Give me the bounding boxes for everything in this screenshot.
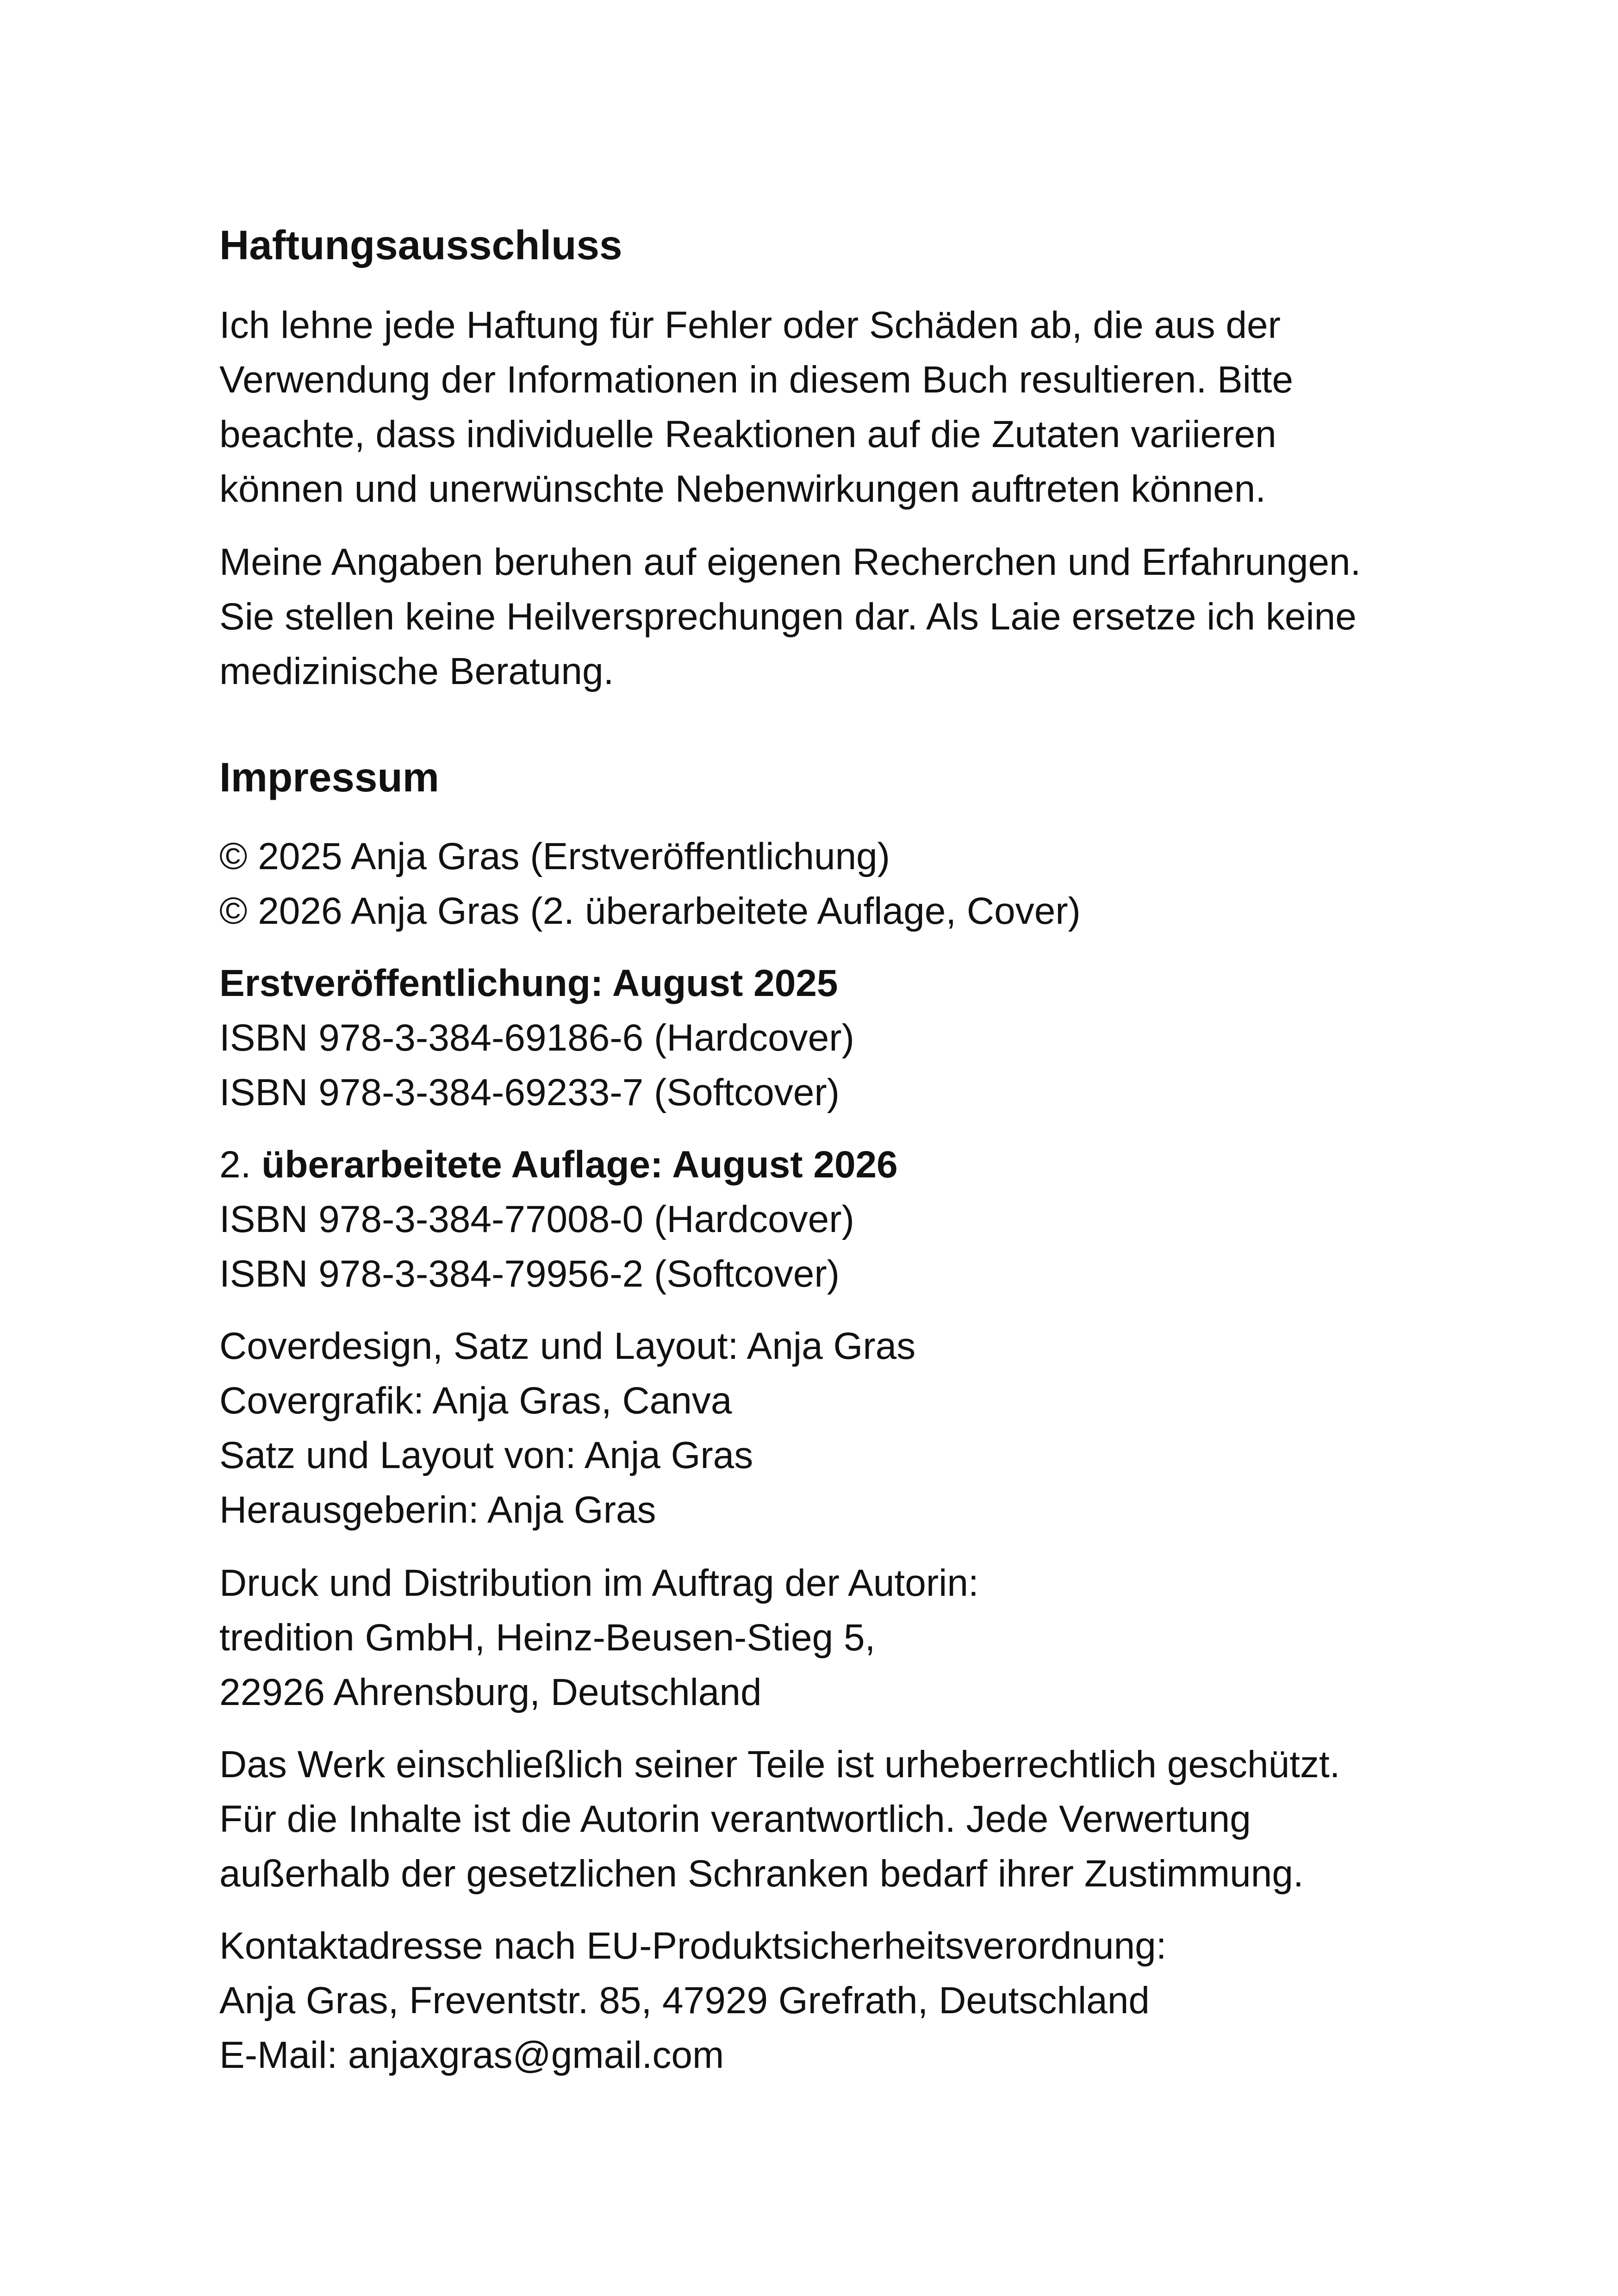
second-edition-block [219,1138,898,1301]
edition-number: 2. [219,1144,262,1186]
text-line: Sie stellen keine Heilversprechungen dar. Als Laie ersetze ich keine [219,596,1357,638]
isbn-softcover: ISBN 978-3-384-69233-7 (Softcover) [219,1071,840,1114]
first-edition-block [219,956,854,1120]
isbn-hardcover: ISBN 978-3-384-69186-6 (Hardcover) [219,1017,854,1059]
copyright-line: © 2026 Anja Gras (2. überarbeitete Auflage, Cover) [219,890,1081,932]
contact-line: Anja Gras, Freventstr. 85, 47929 Grefrath, Deutschland [219,1979,1150,2022]
contact-block [219,1919,1167,2083]
edition-label-bold: überarbeitete Auflage: August 2026 [261,1144,898,1186]
text-line: beachte, dass individuelle Reaktionen auf die Zutaten variieren [219,413,1276,455]
disclaimer-paragraph-2 [219,535,1361,699]
copyright-block [219,829,1081,939]
text-line: können und unerwünschte Nebenwirkungen auftreten können. [219,468,1266,510]
second-edition-label [219,1138,898,1192]
contact-email: E-Mail: anjaxgras@gmail.com [219,2034,724,2076]
copyright-line: © 2025 Anja Gras (Erstveröffentlichung) [219,835,890,877]
text-line: Meine Angaben beruhen auf eigenen Recherchen und Erfahrungen. [219,541,1361,583]
first-edition-label: Erstveröffentlichung: August 2025 [219,962,838,1004]
printing-line: 22926 Ahrensburg, Deutschland [219,1671,762,1713]
printing-line: Druck und Distribution im Auftrag der Autorin: [219,1562,979,1604]
imprint-heading: Impressum [219,754,439,800]
isbn-softcover: ISBN 978-3-384-79956-2 (Softcover) [219,1253,840,1295]
printing-block [219,1556,979,1720]
credit-line: Coverdesign, Satz und Layout: Anja Gras [219,1325,916,1367]
credit-line: Satz und Layout von: Anja Gras [219,1434,753,1476]
text-line: medizinische Beratung. [219,650,614,692]
disclaimer-paragraph-1 [219,298,1293,516]
notice-line: außerhalb der gesetzlichen Schranken bedarf ihrer Zustimmung. [219,1853,1304,1895]
credits-block [219,1319,915,1537]
text-line: Ich lehne jede Haftung für Fehler oder Schäden ab, die aus der [219,304,1281,346]
isbn-hardcover: ISBN 978-3-384-77008-0 (Hardcover) [219,1198,854,1240]
contact-line: Kontaktadresse nach EU-Produktsicherheitsverordnung: [219,1925,1167,1967]
printing-line: tredition GmbH, Heinz-Beusen-Stieg 5, [219,1617,876,1659]
notice-line: Das Werk einschließlich seiner Teile ist urheberrechtlich geschützt. [219,1743,1340,1786]
text-line: Verwendung der Informationen in diesem Buch resultieren. Bitte [219,359,1294,401]
notice-line: Für die Inhalte ist die Autorin verantwortlich. Jede Verwertung [219,1798,1251,1840]
credit-line: Herausgeberin: Anja Gras [219,1489,656,1531]
copyright-notice-block [219,1737,1340,1901]
disclaimer-heading: Haftungsausschluss [219,222,622,268]
credit-line: Covergrafik: Anja Gras, Canva [219,1380,732,1422]
